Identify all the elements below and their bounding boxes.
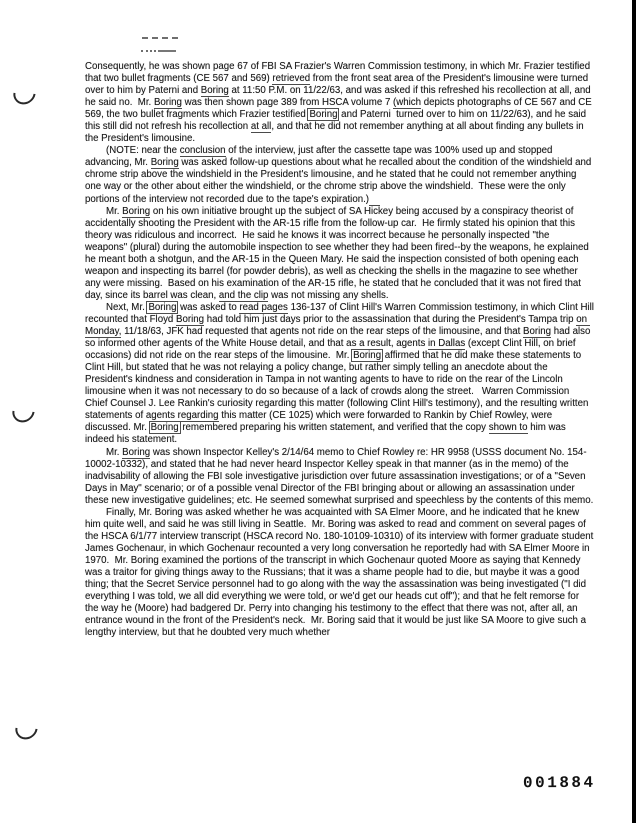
body-text: Finally, Mr. Boring was asked whether he was acquainted with SA Elmer Moore, and he indicated that he knew him quite well, and said he was still living in Seattle. Mr. Boring was asked to read and comment on several pages of the HSCA 6/1/77 interview transcript (HSCA record No. 180-10109-10310) of its interview with former graduate student James Gochenaur, in which Gochenaur recounted a very long conversation he reportedly had with SA Elmer Moore in 1970. Mr. Boring examined the portions of the transcript in which Gochenaur quoted Moore as saying that Kennedy was a traitor for giving things away to the Russians; that it was a shame people had to die, but maybe it was a good thing; that the Secret Service personnel had to go along with the way the assassination was being investigated ("I did everything I was told, we all did everything we were told, or we'd get our heads cut off"); and that he felt remorse for the way he (Moore) had badgered Dr. Perry into changing his testimony to the effect that there was not, after all, an entrance wound in the front of the President's neck. Mr. Boring said that it would be just like SA Moore to give such a lengthy interview, but that he doubted very much whether <box>85 506 597 639</box>
annotated-text: on Monday, <box>85 313 590 338</box>
body-text: of the interview, just after the cassette tape was 100% used up and stopped advancing, Mr. <box>85 145 556 169</box>
body-text: had also so informed other agents of the White House detail, and that as a result, agents <box>85 326 594 350</box>
body-text: (except Clint Hill, on brief occasions) did not ride on the rear steps of the limousine. Mr. <box>85 338 579 362</box>
body-text: was shown Inspector Kelley's 2/14/64 memo to Chief Rowley re: HR 9958 (USSS document No. 154-10002-10332), and stated that he had never heard Inspector Kelley speak in that manner (as in the memo) of the inadvisability of allowing the FBI sole investigative jurisdiction over future assassination investigations; or of a "Seven Days in May" scenario; or of a possible venal Director of the FBI bringing about or allowing an assassination under these new investigative guidelines; etc. He seemed somewhat surprised and speechless by the contents of this memo. <box>85 446 594 506</box>
margin-pen-arc-mark <box>8 396 39 427</box>
pencil-scribble-mark <box>158 50 176 52</box>
annotated-text: (which <box>393 97 422 109</box>
body-text: , and that he did not remember anything at all about finding any bullets in the President's limousine. <box>85 121 587 145</box>
body-text: was asked to <box>177 301 240 313</box>
document-text <box>85 61 597 639</box>
annotated-text: at all <box>250 121 272 133</box>
body-text: was not missing any shells. <box>268 289 389 301</box>
body-text: remembered preparing his written statement, and verified that the copy <box>179 422 489 434</box>
margin-pen-arc-mark <box>9 78 40 109</box>
annotated-text: Boring <box>150 422 179 434</box>
paragraph <box>85 61 594 145</box>
paragraph <box>85 206 594 302</box>
pencil-scribble-mark <box>142 37 178 39</box>
page-number-stamp: 001884 <box>522 773 596 793</box>
body-text: was then shown page 389 from HSCA volume 7 <box>181 97 394 109</box>
annotated-text: shown to <box>488 422 528 434</box>
annotated-text: Boring <box>200 85 229 97</box>
annotated-text: and the clip <box>218 289 269 301</box>
paragraph <box>85 447 594 507</box>
annotated-text: regarding <box>177 410 219 422</box>
annotated-text: Boring <box>176 313 205 325</box>
body-text: him was indeed his statement. <box>85 422 569 446</box>
body-text: Mr. <box>106 205 123 217</box>
body-text: and Paterni turned over to him on 11/22/63), and he said this still did not refresh his recollection <box>85 109 589 133</box>
paragraph <box>85 145 594 205</box>
annotated-text: in Dallas <box>428 338 466 350</box>
paragraph <box>85 301 597 447</box>
annotated-text: Boring <box>122 446 151 458</box>
annotated-text: retrieved <box>272 73 311 85</box>
body-text: this matter (CE 1025) which were forwarded to Rankin by Chief Rowley, were discussed. Mr. <box>85 410 555 434</box>
annotated-text: Boring <box>523 326 552 338</box>
annotated-text: Boring <box>353 350 382 362</box>
annotated-text: Boring <box>309 109 338 121</box>
body-text: 136-137 of Clint Hill's Warren Commission testimony, in which Clint Hill recounted that Floyd <box>85 301 597 325</box>
body-text: depicts photographs of CE 567 and CE 569, the two bullet fragments which Frazier testified <box>85 97 595 121</box>
scan-edge-artifact <box>632 0 636 823</box>
paragraph <box>85 506 597 640</box>
annotated-text: Boring <box>148 301 177 313</box>
body-text: had told him just days prior to the assassination that during the President's Tampa trip <box>204 313 577 325</box>
body-text: Consequently, he was shown page 67 of FBI SA Frazier's Warren Commission testimony, in which Mr. Frazier testified that two bullet fragments (CE 567 and 569) <box>85 61 593 85</box>
annotated-text: Boring <box>122 205 151 217</box>
annotated-text: Boring <box>150 157 179 169</box>
annotated-text: Boring <box>153 97 182 109</box>
body-text: on his own initiative brought up the subject of SA Hickey being accused by a conspiracy theorist of accidentally shooting the President with the AR-15 rifle from the follow-up car. He firmly stated his opinion that this theory was ridiculous and incorrect. He said he knows it was incorrect because he personally inspected "the weapons" (plural) during the automobile inspection to see whether they had been fired--by the weapons, he explained he meant both a shotgun, and the AR-15 in the Queen Mary. He said the inspection consisted of both opening each weapon and inspecting its barrel (for powder debris), as well as checking the shells in the magazine to see whether any were missing. Based on his examination of the AR-15 rifle, he stated that he concluded that it was not fired that day, since its barrel was clean, <box>85 205 592 301</box>
body-text: from the front seat area of the President's limousine were turned over to him by Paterni and <box>85 73 591 97</box>
body-text: at 11:50 P.M. on 11/22/63, and was asked if this refreshed his recollection at all, and he said no. Mr. <box>85 85 594 109</box>
annotated-text: read pages <box>239 301 288 313</box>
body-text: Next, Mr. <box>106 301 148 313</box>
body-text: was asked follow-up questions about what he recalled about the condition of the windshield and chrome strip above the windshield in the President's limousine, and he stated that he could not remember anything one way or the other about either the windshield, or the chrome strip above the windshield. These were the only portions of the interview not recorded due to the tape's expiration.) <box>85 157 594 205</box>
body-text: 11/18/63, JFK had requested that agents not ride on the rear steps of the limousine, and that <box>121 326 524 338</box>
body-text: Mr. <box>106 446 123 458</box>
annotated-text: conclusion <box>179 145 226 157</box>
margin-pen-arc-mark <box>11 713 42 744</box>
annotated-text <box>369 194 380 206</box>
body-text: affirmed that he did make these statements to Clint Hill, but stated that he was not relaying a policy change, but rather simply telling an anecdote about the President's kindness and consideration in Tampa in not wanting agents to have to ride on the rear of the Lincoln limousine when it was not necessary to do so because of a lack of crowds along the street. Warren Commission Chief Counsel J. Lee Rankin's curiosity regarding this matter (following Clint Hill's testimony), and the resulting written statements of agents <box>85 350 592 422</box>
body-text: (NOTE: near the <box>106 145 180 157</box>
